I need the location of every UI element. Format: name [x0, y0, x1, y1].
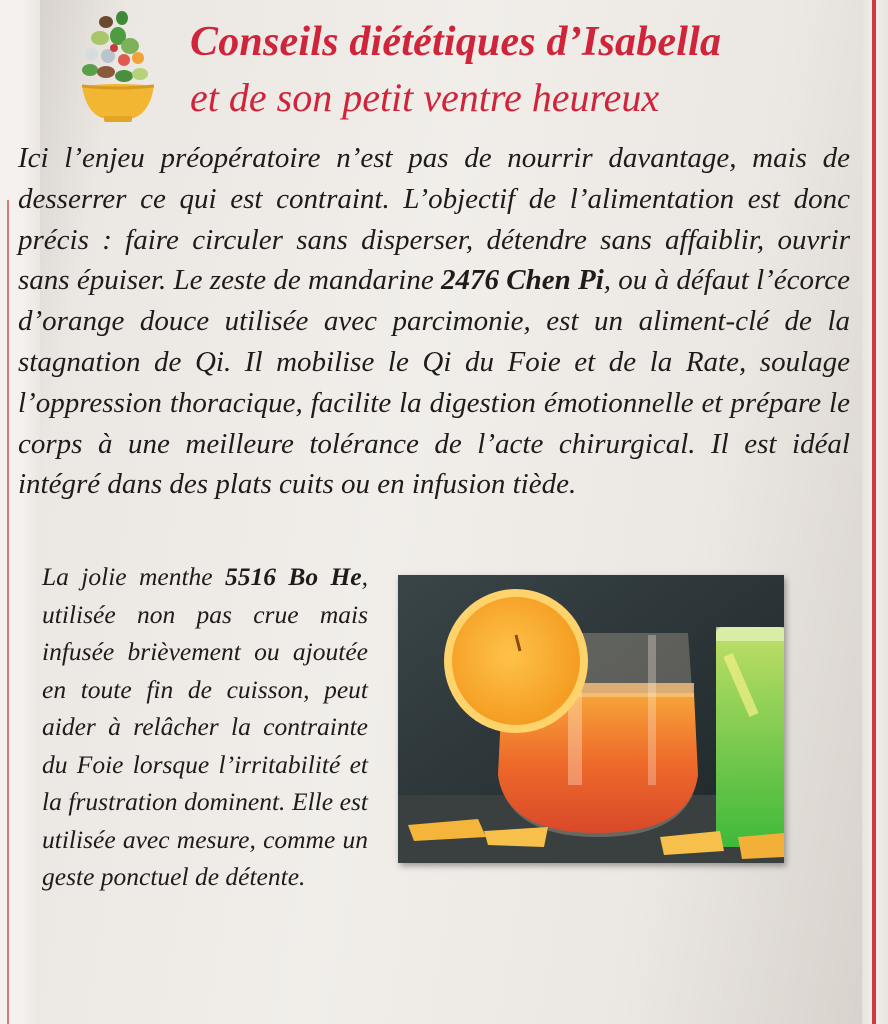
mint-paragraph — [42, 558, 368, 896]
right-border — [862, 0, 888, 1024]
right-red-rule — [872, 0, 876, 1024]
page-title: Conseils diététiques d’Isabella — [190, 19, 722, 65]
paragraph-text: , utilisée non pas crue mais infusée brièvement ou ajoutée en toute fin de cuisson, peut aider à relâcher la contrainte du Foie lorsque l’irritabilité et la frustration dominent. Elle est utilisée avec mesure, comme un geste ponctuel de détente. — [42, 562, 368, 891]
paragraph-text: Ici l’enjeu préopératoire n’est pas de nourrir davantage, mais de desserrer ce qui est contraint. L’objectif de l’alimentation est donc précis : faire circuler sans disperser, détendre sans affaiblir, ouvrir sans épuiser. Le zeste de mandarine — [18, 142, 850, 297]
herb-reference: 2476 Chen Pi — [440, 264, 604, 297]
salad-bowl-icon — [78, 8, 158, 126]
paragraph-text: La jolie menthe — [42, 562, 225, 591]
paragraph-text: , ou à défaut l’écorce d’orange douce utilisée avec parcimonie, est un aliment-clé de la stagnation de Qi. Il mobilise le Qi du Foie et de la Rate, soulage l’oppression thoracique, facilite la digestion émotionnelle et prépare le corps à une meilleure tolérance de l’acte chirurgical. Il est idéal intégré dans des plats cuits ou en infusion tiède. — [18, 264, 850, 501]
orange-spritz-drink-photo — [398, 575, 784, 863]
page-subtitle: et de son petit ventre heureux — [190, 75, 660, 120]
herb-reference: 5516 Bo He — [224, 562, 362, 591]
left-red-rule — [7, 200, 9, 1024]
intro-paragraph — [18, 138, 850, 505]
